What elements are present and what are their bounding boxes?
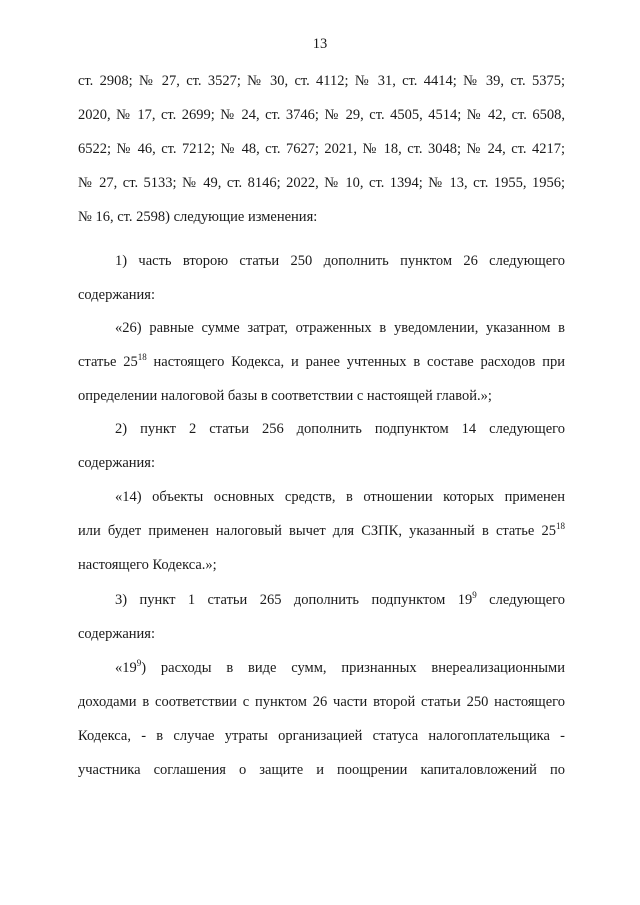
text-segment: следующего — [476, 592, 565, 608]
text-segment: участника соглашения о защите и поощрении капиталовложений по — [78, 762, 565, 778]
text-segment: 6522; № 46, ст. 7212; № 48, ст. 7627; 2021, № 18, ст. 3048; № 24, ст. 4217; — [78, 141, 565, 157]
text-segment: содержания: — [78, 455, 156, 471]
text-line — [78, 73, 565, 90]
text-line — [78, 626, 565, 643]
quote-item-19-9 — [115, 660, 565, 677]
text-segment: «26) равные сумме затрат, отраженных в уведомлении, указанном в — [115, 320, 565, 336]
text-line — [78, 388, 565, 405]
text-segment: содержания: — [78, 287, 156, 303]
page-number: 13 — [312, 36, 328, 52]
text-segment: определении налоговой базы в соответствии с настоящей главой.»; — [78, 388, 492, 404]
text-segment: 2) пункт 2 статьи 256 дополнить подпунктом 14 следующего — [115, 421, 565, 437]
text-segment: или будет применен налоговый вычет для СЗПК, указанный в статье 25 — [78, 523, 556, 539]
text-segment: настоящего Кодекса.»; — [78, 557, 217, 573]
list-item-2 — [115, 421, 565, 438]
superscript: 9 — [136, 658, 142, 668]
text-line — [78, 141, 565, 158]
text-line — [78, 354, 565, 371]
text-segment: «19 — [115, 660, 137, 676]
text-segment: «14) объекты основных средств, в отношении которых применен — [115, 489, 565, 505]
text-segment: № 27, ст. 5133; № 49, ст. 8146; 2022, № 10, ст. 1394; № 13, ст. 1955, 1956; — [78, 175, 565, 191]
text-segment: содержания: — [78, 626, 156, 642]
superscript: 18 — [556, 521, 565, 531]
text-segment: ) расходы в виде сумм, признанных внереализационными — [141, 660, 565, 676]
quote-item-14 — [115, 489, 565, 506]
text-segment: № 16, ст. 2598) следующие изменения: — [78, 209, 318, 225]
text-line — [78, 175, 565, 192]
text-line — [78, 728, 565, 745]
text-line — [78, 107, 565, 124]
text-segment: 3) пункт 1 статьи 265 дополнить подпунктом 19 — [115, 592, 473, 608]
text-segment: ст. 2908; № 27, ст. 3527; № 30, ст. 4112; № 31, ст. 4414; № 39, ст. 5375; — [78, 73, 565, 89]
text-line — [78, 523, 565, 540]
quote-item-26 — [115, 320, 565, 337]
text-line — [78, 557, 565, 574]
text-segment: Кодекса, - в случае утраты организацией статуса налогоплательщика - — [78, 728, 565, 744]
text-segment: статье 25 — [78, 354, 138, 370]
text-line — [78, 694, 565, 711]
superscript: 9 — [472, 590, 477, 600]
text-segment: настоящего Кодекса, и ранее учтенных в составе расходов при — [146, 354, 565, 370]
text-line — [78, 455, 565, 472]
text-line — [78, 762, 565, 779]
text-segment: доходами в соответствии с пунктом 26 части второй статьи 250 настоящего — [78, 694, 565, 710]
superscript: 18 — [137, 352, 147, 362]
list-item-3 — [115, 592, 565, 609]
list-item-1 — [115, 253, 565, 270]
text-line — [78, 287, 565, 304]
text-segment: 2020, № 17, ст. 2699; № 24, ст. 3746; № 29, ст. 4505, 4514; № 42, ст. 6508, — [78, 107, 565, 123]
text-line — [78, 209, 565, 226]
text-segment: 1) часть второю статьи 250 дополнить пунктом 26 следующего — [115, 253, 565, 269]
